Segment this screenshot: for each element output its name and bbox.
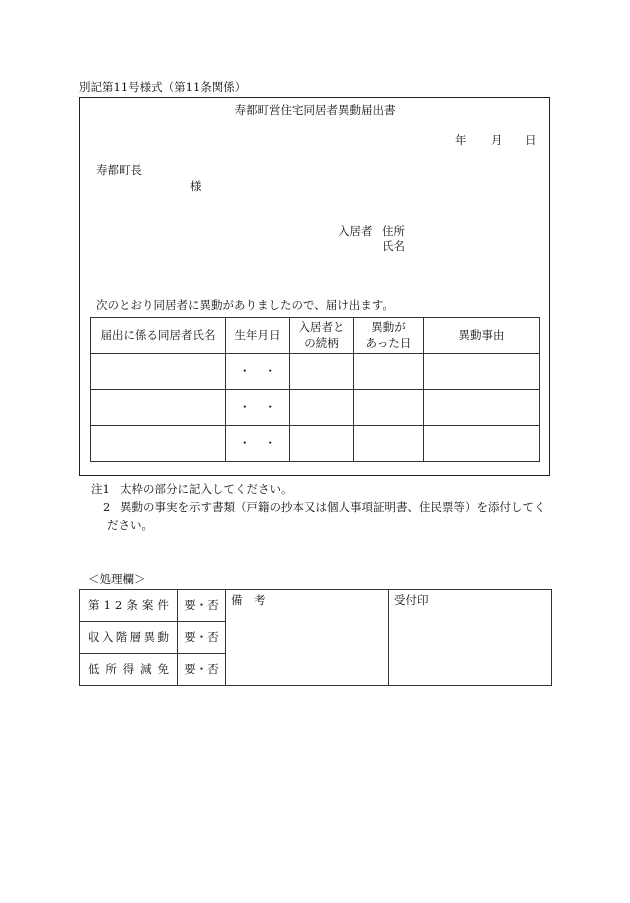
table-row <box>91 390 540 426</box>
cell-change-date[interactable] <box>354 390 424 426</box>
cell-name[interactable] <box>91 390 226 426</box>
receipt-stamp-box[interactable] <box>389 590 552 686</box>
header-cohabitant-name: 届出に係る同居者氏名 <box>91 318 226 354</box>
cell-change-reason[interactable] <box>424 354 540 390</box>
form-number-label: 別記第11号様式（第11条関係） <box>79 80 247 94</box>
dob-dot: ・ <box>239 435 251 450</box>
cell-change-date[interactable] <box>354 426 424 462</box>
addressee-honorific: 様 <box>190 179 202 193</box>
header-change-reason: 異動事由 <box>424 318 540 354</box>
header-relationship-line1: 入居者と <box>298 319 345 334</box>
dob-dot: ・ <box>239 399 251 414</box>
processing-item-text: 低 所 得 減 免 <box>88 661 169 676</box>
date-month-label: 月 <box>491 133 503 147</box>
processing-item-text: 第 1 2 条 案 件 <box>88 597 169 612</box>
header-change-date-line1: 異動が <box>371 319 406 334</box>
cell-change-reason[interactable] <box>424 390 540 426</box>
dob-dot: ・ <box>264 363 276 378</box>
cohabitant-table <box>90 317 540 462</box>
applicant-label: 入居者 <box>338 224 373 238</box>
processing-item-choice[interactable]: 要・否 <box>178 622 226 654</box>
remarks-label: 備 考 <box>231 593 266 607</box>
cell-date-of-birth[interactable] <box>226 390 290 426</box>
header-change-date-line2: あった日 <box>365 335 412 350</box>
processing-item-label <box>80 654 178 686</box>
receipt-stamp-label: 受付印 <box>394 593 429 607</box>
processing-table <box>79 589 552 686</box>
dob-dot: ・ <box>264 399 276 414</box>
processing-item-choice[interactable]: 要・否 <box>178 654 226 686</box>
header-relationship <box>290 318 354 354</box>
intro-text: 次のとおり同居者に異動がありましたので、届け出ます。 <box>96 298 394 312</box>
table-row <box>91 354 540 390</box>
note-2-text-line1: 異動の事実を示す書類（戸籍の抄本又は個人事項証明書、住民票等）を添付してく <box>120 500 546 514</box>
processing-heading: ＜処理欄＞ <box>88 572 146 586</box>
applicant-address-label: 住所 <box>382 224 405 238</box>
cell-name[interactable] <box>91 426 226 462</box>
processing-item-choice[interactable]: 要・否 <box>178 590 226 622</box>
note-1-text: 太枠の部分に記入してください。 <box>120 482 293 496</box>
table-row <box>91 426 540 462</box>
note-2-label: 2 <box>103 500 111 514</box>
processing-row <box>80 590 552 622</box>
cell-date-of-birth[interactable] <box>226 354 290 390</box>
cell-name[interactable] <box>91 354 226 390</box>
addressee-name: 寿都町長 <box>96 163 142 177</box>
dob-dot: ・ <box>264 435 276 450</box>
cell-relationship[interactable] <box>290 426 354 462</box>
dob-dot: ・ <box>239 363 251 378</box>
applicant-name-label: 氏名 <box>382 239 405 253</box>
processing-item-text: 収 入 階 層 異 動 <box>88 629 169 644</box>
cell-date-of-birth[interactable] <box>226 426 290 462</box>
header-date-of-birth: 生年月日 <box>226 318 290 354</box>
table-header-row <box>91 318 540 354</box>
date-year-label: 年 <box>455 133 467 147</box>
header-change-date <box>354 318 424 354</box>
cell-change-reason[interactable] <box>424 426 540 462</box>
processing-item-label <box>80 590 178 622</box>
header-relationship-line2: の続柄 <box>304 335 339 350</box>
note-2-text-line2: ださい。 <box>107 518 153 532</box>
processing-item-label <box>80 622 178 654</box>
date-day-label: 日 <box>525 133 537 147</box>
cell-relationship[interactable] <box>290 354 354 390</box>
remarks-box[interactable] <box>226 590 389 686</box>
cell-relationship[interactable] <box>290 390 354 426</box>
note-1-label: 注1 <box>91 482 110 496</box>
cell-change-date[interactable] <box>354 354 424 390</box>
form-title: 寿都町営住宅同居者異動届出書 <box>234 103 396 117</box>
